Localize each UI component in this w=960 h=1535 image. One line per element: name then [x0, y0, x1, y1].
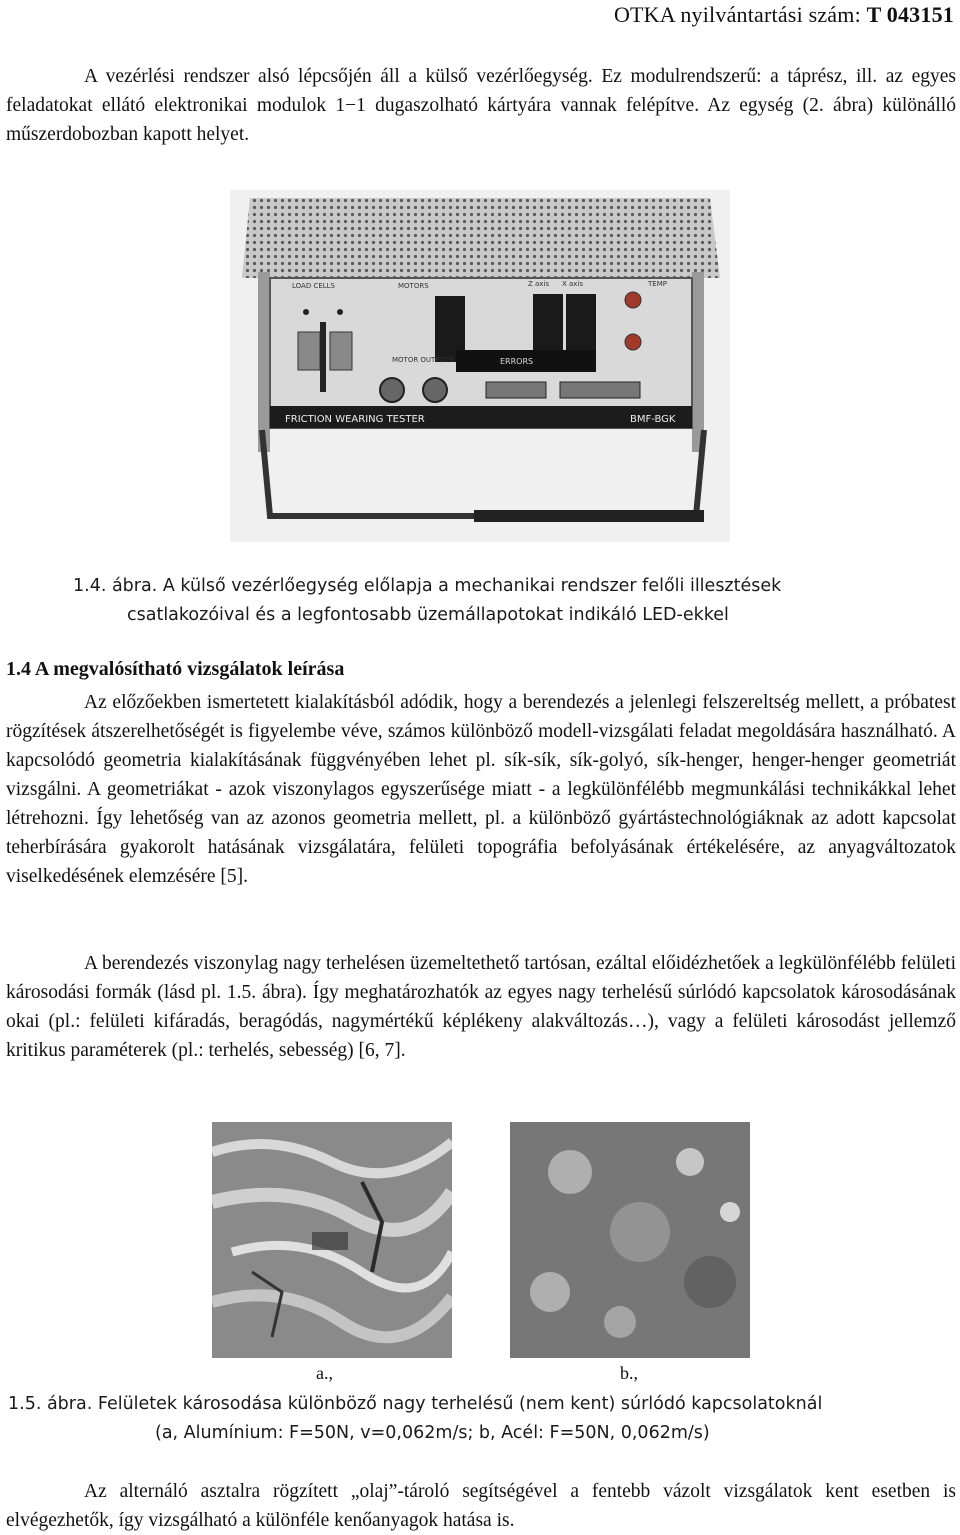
control-unit-illustration: [230, 190, 730, 542]
d-sub-connector-1: [486, 382, 546, 398]
aluminium-surface-texture: [212, 1122, 452, 1358]
ventilation-grill: [242, 198, 720, 278]
motor-outputs-label: MOTOR OUTPUTS: [392, 356, 454, 364]
section-paragraph-1: Az előzőekben ismertetett kialakításból adódik, hogy a berendezés a jelenlegi felszereltség mellett, a próbatest rögzítések átszerelhetőségét is figyelembe véve, számos különböző modell-vizsgálati feladat megoldására használható. A kapcsolódó geometria kialakításának függvényében lehet pl. sík-sík, sík-golyó, sík-henger, henger-henger geometriát vizsgálni. A geometriákat - azok viszonylagos egyszerűsége miatt - a legkülönfélébb megmunkálási technikákkal lehet létrehozni. Így lehetőség van az azonos geometria mellett, pl. a különböző gyártástechnológiáknak az adott kapcsolat teherbírására gyakorolt hatásának vizsgálatára, felületi topográfia befolyásának értékelésére, az anyagváltozatok viselkedésének elemzésére [5].: [6, 692, 956, 887]
load-cells-label: LOAD CELLS: [292, 282, 335, 290]
title-plate-text: FRICTION WEARING TESTER: [285, 414, 425, 425]
figure2-label-b: b.,: [620, 1363, 638, 1383]
aluminium-surface-image: [212, 1122, 452, 1358]
steel-surface-image: [510, 1122, 750, 1358]
figure2-caption-line2: (a, Alumínium: F=50N, v=0,062m/s; b, Acél: F=50N, 0,062m/s): [155, 1423, 710, 1443]
control-unit-photo: [230, 190, 730, 542]
d-sub-connector-2: [560, 382, 640, 398]
header-id: T 043151: [866, 2, 954, 27]
temp-connector-2: [625, 334, 641, 350]
model-text: BMF-BGK: [630, 414, 676, 425]
load-cell-connector-b: [330, 332, 352, 370]
motors-label: MOTORS: [398, 282, 429, 290]
section-heading: 1.4 A megvalósítható vizsgálatok leírása: [6, 658, 345, 680]
temp-connector-1: [625, 292, 641, 308]
figure1-caption-line1: 1.4. ábra. A külső vezérlőegység előlapja a mechanikai rendszer felőli illesztések: [73, 576, 782, 596]
z-axis-led-block: [533, 294, 563, 350]
figure1-caption-line2: csatlakozóival és a legfontosabb üzemállapotokat indikáló LED-ekkel: [127, 605, 729, 625]
motor-output-connector-1: [380, 378, 404, 402]
page-header: [614, 2, 954, 28]
temp-label: TEMP: [648, 280, 667, 288]
section-paragraph-2: A berendezés viszonylag nagy terhelésen üzemeltethető tartósan, ezáltal előidézhetőek a legkülönfélébb felületi károsodási formák (lásd pl. 1.5. ábra). Így meghatározhatók az egyes nagy terhelésű súrlódó kapcsolatok károsodásának okai (pl.: felületi kifáradás, beragódás, nagymértékű képlékeny alakváltozás…), vagy a felületi károsodást jellemző kritikus paraméterek (pl.: terhelés, sebesség) [6, 7].: [6, 953, 956, 1061]
closing-paragraph: Az alternáló asztalra rögzített „olaj”-tároló segítségével a fentebb vázolt vizsgálatok kent esetben is elvégezhetők, így vizsgálható a különféle kenőanyagok hatása is.: [6, 1481, 956, 1531]
z-axis-label: Z axis: [528, 280, 550, 288]
x-axis-label: X axis: [562, 280, 584, 288]
x-axis-led-block: [566, 294, 596, 350]
figure2-label-a: a.,: [316, 1363, 333, 1383]
load-cell-connector-a: [298, 332, 320, 370]
figure2-caption-line1: 1.5. ábra. Felületek károsodása különböző nagy terhelésű (nem kent) súrlódó kapcsolatoknál: [8, 1394, 823, 1414]
header-title: OTKA nyilvántartási szám:: [613, 2, 861, 27]
intro-paragraph: A vezérlési rendszer alsó lépcsőjén áll a külső vezérlőegység. Ez modulrendszerű: a táprész, ill. az egyes feladatokat ellátó elektronikai modulok 1−1 dugaszolható kártyára vannak felépítve. Az egység (2. ábra) különálló műszerdobozban kapott helyet.: [6, 66, 956, 145]
steel-surface-texture: [510, 1122, 750, 1358]
errors-label: ERRORS: [500, 357, 534, 366]
motor-output-connector-2: [423, 378, 447, 402]
